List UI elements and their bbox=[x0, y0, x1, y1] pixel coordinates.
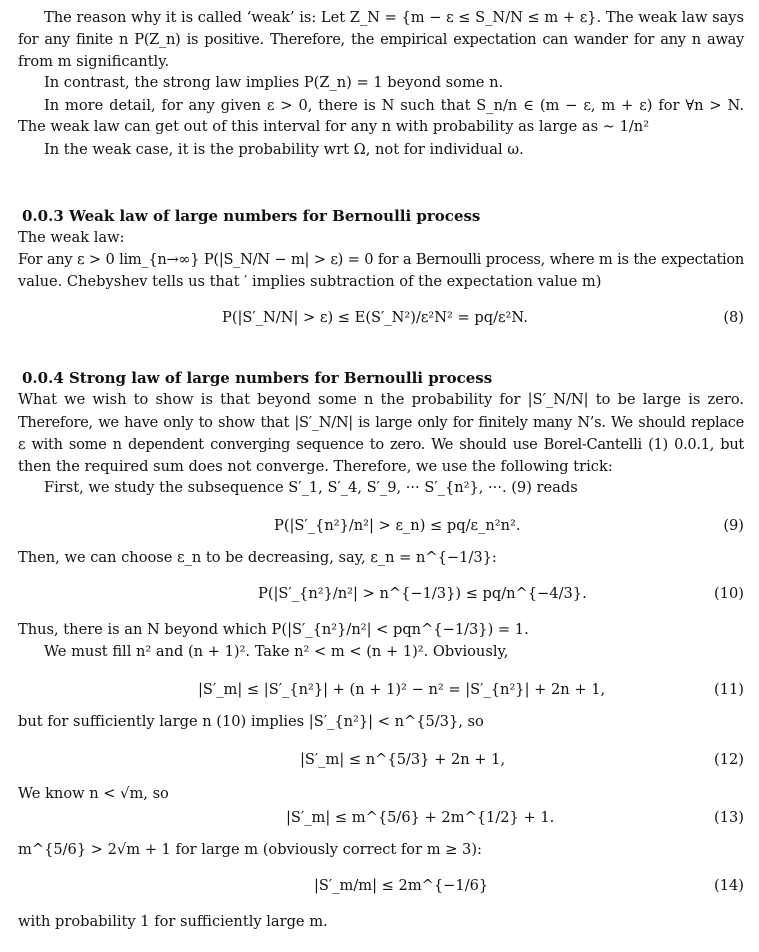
section-heading-0-0-4: 0.0.4 Strong law of large numbers for Bernoulli process bbox=[22, 369, 493, 387]
equation-number: (13) bbox=[714, 809, 744, 826]
text-line: We know n < √m, so bbox=[18, 785, 169, 802]
equation-number: (8) bbox=[723, 309, 744, 326]
text-line: with probability 1 for sufficiently large m. bbox=[18, 913, 328, 930]
text-line: In more detail, for any given ε > 0, there is N such that S_n/n ∈ (m − ε, m + ε) for ∀n > N. bbox=[44, 97, 744, 114]
text-line: In contrast, the strong law implies P(Z_n) = 1 beyond some n. bbox=[44, 74, 504, 91]
equation-number: (11) bbox=[714, 681, 744, 698]
text-line: What we wish to show is that beyond some n the probability for |S′_N/N| to be large is zero. bbox=[18, 391, 744, 408]
text-line: In the weak case, it is the probability wrt Ω, not for individual ω. bbox=[44, 141, 524, 158]
equation-11 bbox=[18, 678, 744, 702]
equation-body: P(|S′_N/N| > ε) ≤ E(S′_N²)/ε²N² = pq/ε²N. bbox=[222, 309, 528, 326]
text-line: The weak law: bbox=[18, 229, 125, 246]
equation-body: P(|S′_{n²}/n²| > ε_n) ≤ pq/ε_n²n². bbox=[274, 517, 521, 534]
equation-body: P(|S′_{n²}/n²| > n^{−1/3}) ≤ pq/n^{−4/3}. bbox=[258, 585, 587, 602]
equation-body: |S′_m| ≤ n^{5/3} + 2n + 1, bbox=[300, 751, 506, 768]
equation-number: (9) bbox=[723, 517, 744, 534]
equation-body: |S′_m/m| ≤ 2m^{−1/6} bbox=[314, 877, 489, 894]
equation-number: (14) bbox=[714, 877, 744, 894]
text-line: Thus, there is an N beyond which P(|S′_{n²}/n²| < pqn^{−1/3}) = 1. bbox=[18, 621, 529, 638]
equation-body: |S′_m| ≤ m^{5/6} + 2m^{1/2} + 1. bbox=[286, 809, 555, 826]
text-line: then the required sum does not converge. Therefore, we use the following trick: bbox=[18, 458, 613, 475]
equation-number: (12) bbox=[714, 751, 744, 768]
text-line: for any finite n P(Z_n) is positive. Therefore, the empirical expectation can wander for any n away bbox=[18, 31, 744, 48]
text-line: The reason why it is called ‘weak’ is: Let Z_N = {m − ε ≤ S_N/N ≤ m + ε}. The weak law says bbox=[44, 9, 745, 26]
text-line: Therefore, we have only to show that |S′_N/N| is large only for finitely many N’s. We should replace bbox=[18, 414, 744, 431]
equation-number: (10) bbox=[714, 585, 744, 602]
text-line: from m significantly. bbox=[18, 53, 170, 70]
text-line: ε with some n dependent converging sequence to zero. We should use Borel-Cantelli (1) 0.0.1, but bbox=[18, 436, 744, 453]
equation-13 bbox=[18, 806, 744, 830]
section-heading-0-0-3: 0.0.3 Weak law of large numbers for Bernoulli process bbox=[22, 207, 481, 225]
text-line: First, we study the subsequence S′_1, S′_4, S′_9, ··· S′_{n²}, ···. (9) reads bbox=[44, 479, 578, 496]
text-line: but for sufficiently large n (10) implies |S′_{n²}| < n^{5/3}, so bbox=[18, 713, 484, 730]
text-line: value. Chebyshev tells us that ′ implies subtraction of the expectation value m) bbox=[18, 273, 602, 290]
equation-14 bbox=[18, 874, 744, 898]
equation-9 bbox=[18, 514, 744, 538]
text-line: For any ε > 0 lim_{n→∞} P(|S_N/N − m| > ε) = 0 for a Bernoulli process, where m is the expectation bbox=[18, 251, 744, 268]
text-line: Then, we can choose ε_n to be decreasing, say, ε_n = n^{−1/3}: bbox=[18, 549, 497, 566]
equation-10 bbox=[18, 582, 744, 606]
equation-12 bbox=[18, 748, 744, 772]
text-line: m^{5/6} > 2√m + 1 for large m (obviously correct for m ≥ 3): bbox=[18, 841, 482, 858]
equation-8 bbox=[18, 306, 744, 330]
text-line: The weak law can get out of this interval for any n with probability as large as ∼ 1/n² bbox=[18, 118, 650, 135]
text-line: We must fill n² and (n + 1)². Take n² < m < (n + 1)². Obviously, bbox=[44, 643, 509, 660]
equation-body: |S′_m| ≤ |S′_{n²}| + (n + 1)² − n² = |S′_{n²}| + 2n + 1, bbox=[198, 681, 606, 698]
